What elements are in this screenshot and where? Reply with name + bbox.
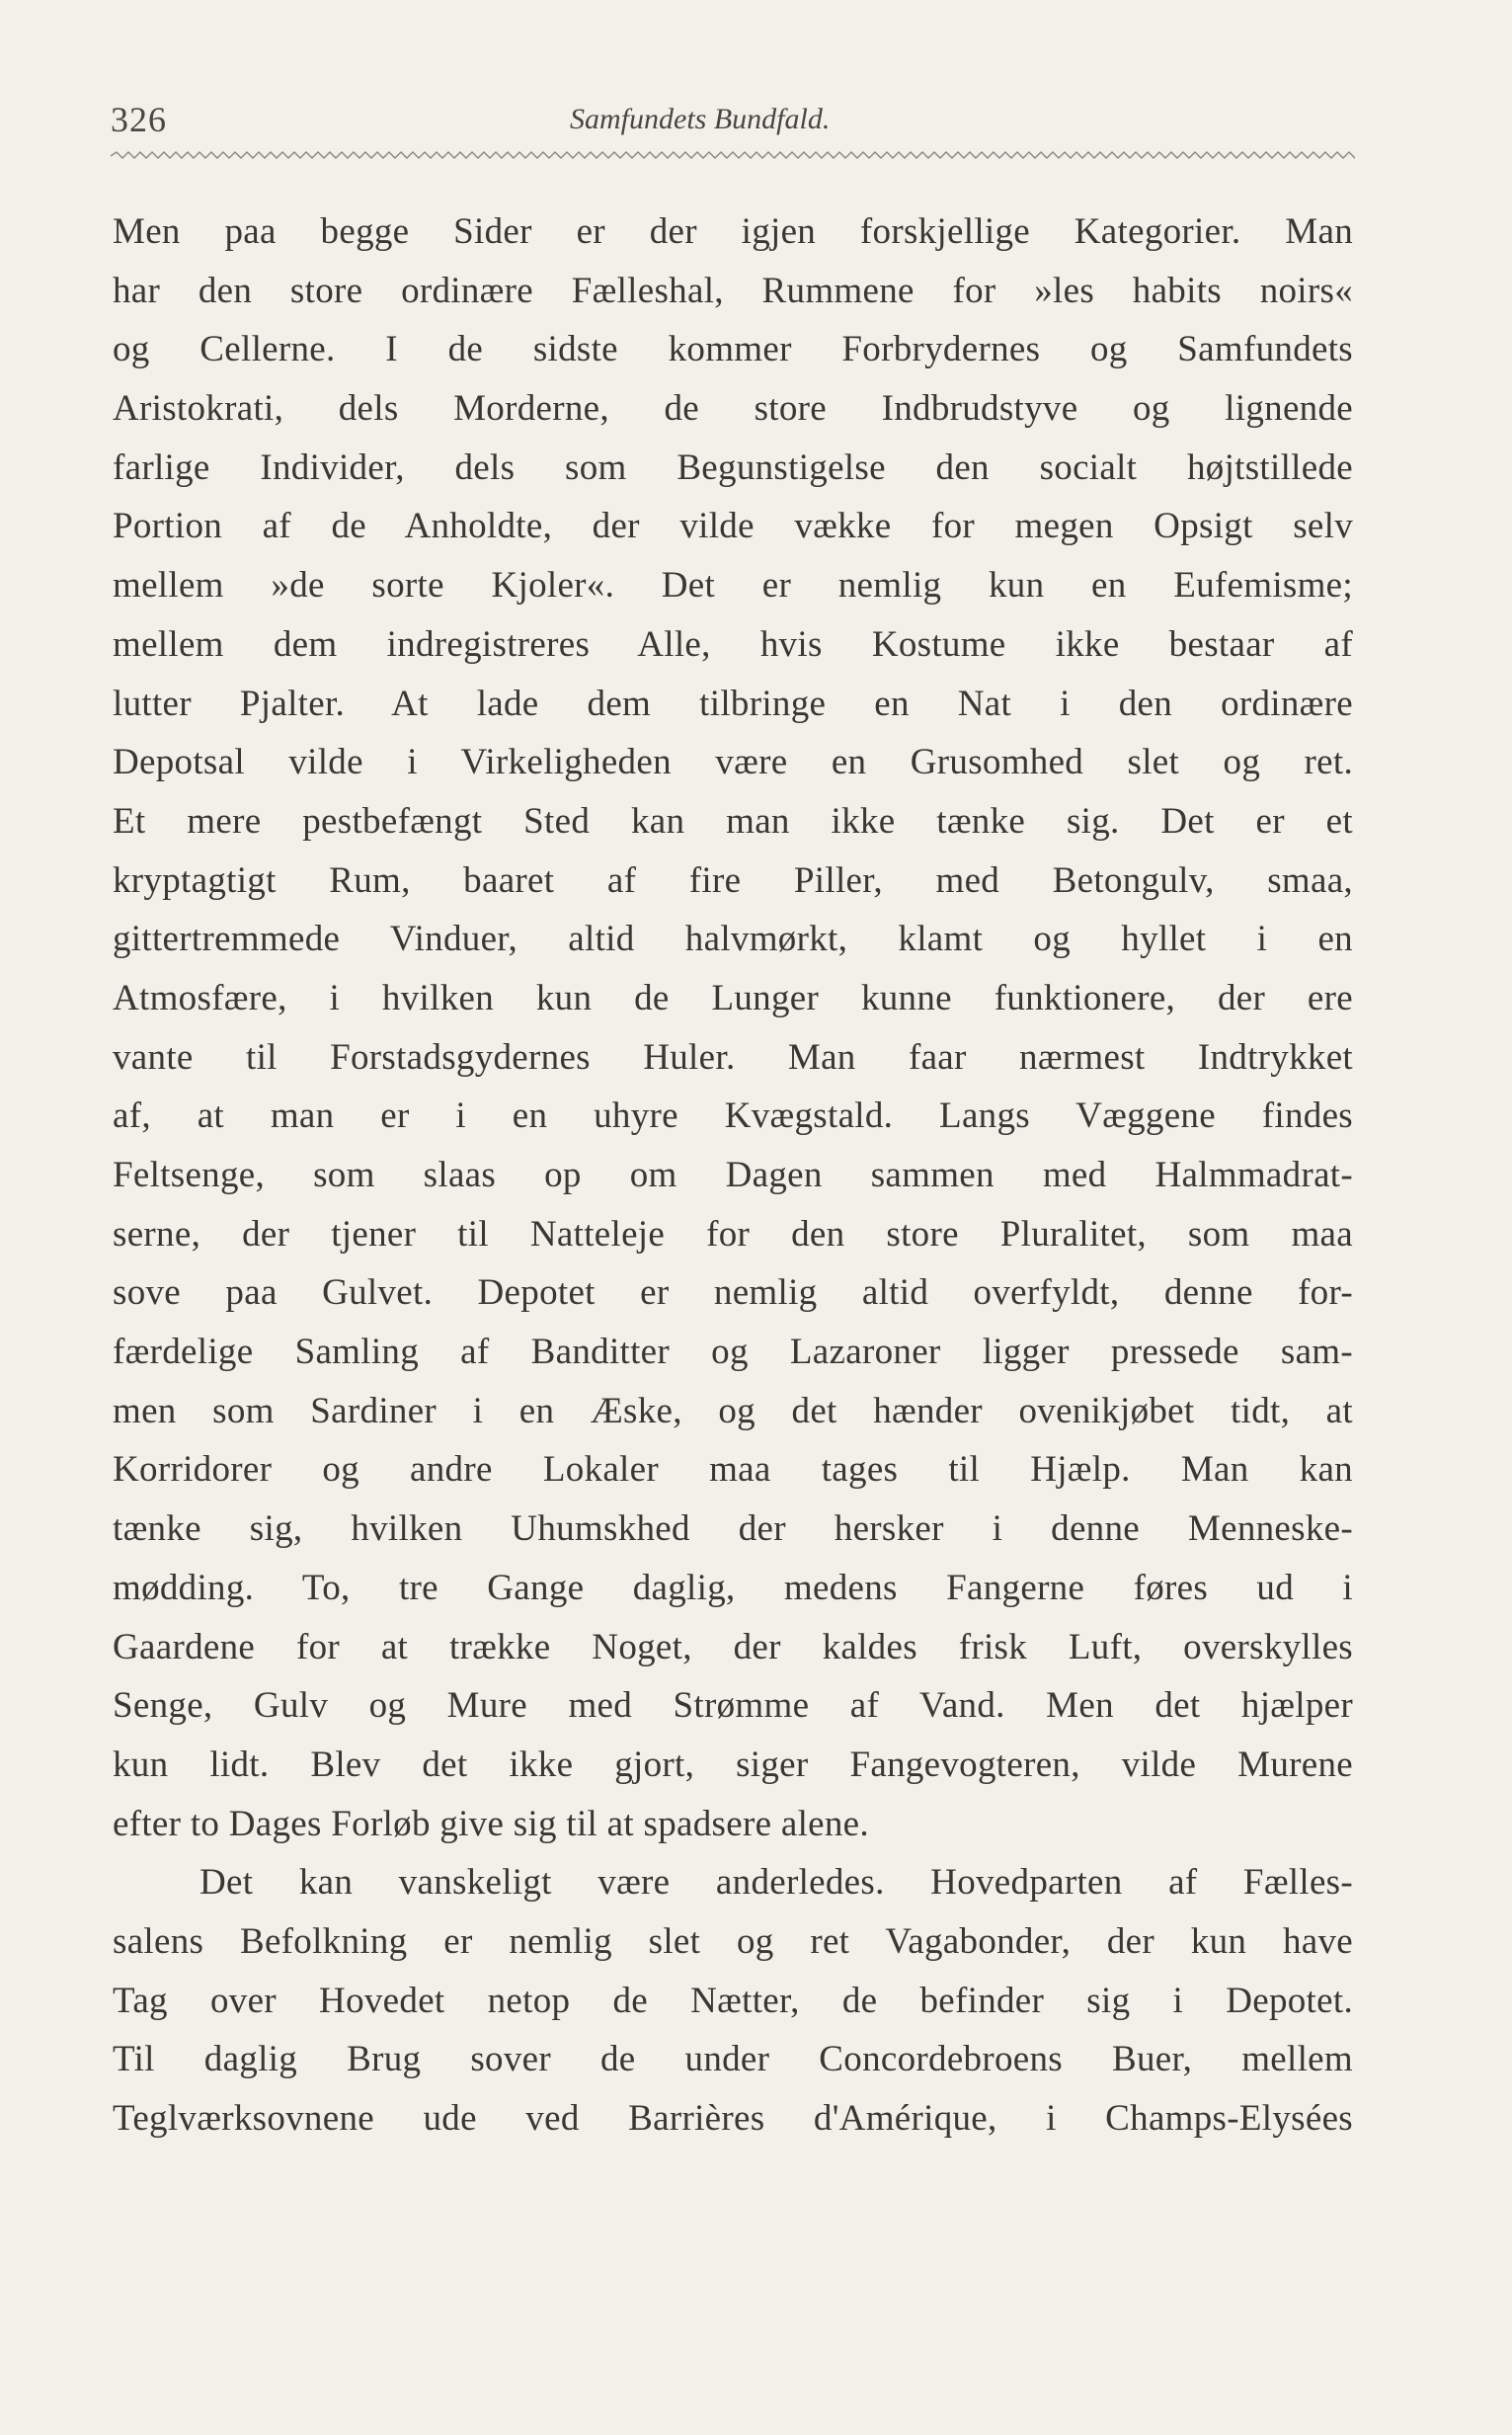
text-line: mellem »de sorte Kjoler«. Det er nemlig kun en Eufemisme;: [113, 565, 1353, 607]
text-line: kun lidt. Blev det ikke gjort, siger Fangevogteren, vilde Murene: [113, 1744, 1353, 1785]
text-line: Feltsenge, som slaas op om Dagen sammen med Halmmadrat-: [113, 1155, 1353, 1195]
text-line: vante til Forstadsgydernes Huler. Man faar nærmest Indtrykket: [113, 1036, 1353, 1078]
text-line: mødding. To, tre Gange daglig, medens Fangerne føres ud i: [113, 1567, 1353, 1608]
text-line: Atmosfære, i hvilken kun de Lunger kunne funktionere, der ere: [113, 977, 1353, 1018]
text-line: Gaardene for at trække Noget, der kaldes frisk Luft, overskylles: [113, 1626, 1353, 1667]
text-line: har den store ordinære Fælleshal, Rummene for »les habits noirs«: [113, 270, 1353, 311]
text-line: efter to Dages Forløb give sig til at spadsere alene.: [113, 1803, 869, 1844]
text-line: gittertremmede Vinduer, altid halvmørkt, klamt og hyllet i en: [113, 919, 1353, 960]
text-line: Et mere pestbefængt Sted kan man ikke tænke sig. Det er et: [113, 800, 1353, 842]
text-line: færdelige Samling af Banditter og Lazaroner ligger pressede sam-: [113, 1332, 1353, 1373]
text-line: Portion af de Anholdte, der vilde vække for megen Opsigt selv: [113, 506, 1353, 547]
text-line: Senge, Gulv og Mure med Strømme af Vand. Men det hjælper: [113, 1685, 1353, 1727]
text-line: af, at man er i en uhyre Kvægstald. Langs Væggene findes: [113, 1096, 1353, 1137]
text-line: kryptagtigt Rum, baaret af fire Piller, med Betongulv, smaa,: [113, 859, 1353, 901]
text-line: Teglværksovnene ude ved Barrières d'Amérique, i Champs-Elysées: [113, 2098, 1353, 2139]
text-line: Aristokrati, dels Morderne, de store Indbrudstyve og lignende: [113, 388, 1353, 430]
text-line: Korridorer og andre Lokaler maa tages til Hjælp. Man kan: [113, 1449, 1353, 1491]
text-line: Det kan vanskeligt være anderledes. Hovedparten af Fælles-: [199, 1862, 1353, 1904]
text-line: tænke sig, hvilken Uhumskhed der hersker i denne Menneske-: [113, 1508, 1353, 1550]
body-text: [113, 203, 1353, 2149]
decorative-header-rule: [111, 148, 1355, 162]
text-line: serne, der tjener til Natteleje for den store Pluralitet, som maa: [113, 1213, 1353, 1255]
text-line: mellem dem indregistreres Alle, hvis Kostume ikke bestaar af: [113, 623, 1353, 665]
text-line: salens Befolkning er nemlig slet og ret Vagabonder, der kun have: [113, 1920, 1353, 1962]
text-line: men som Sardiner i en Æske, og det hænder ovenikjøbet tidt, at: [113, 1390, 1353, 1431]
page-number: 326: [111, 100, 167, 139]
text-line: farlige Individer, dels som Begunstigelse den socialt højtstillede: [113, 446, 1353, 488]
running-title: Samfundets Bundfald.: [570, 103, 831, 135]
text-line: og Cellerne. I de sidste kommer Forbrydernes og Samfundets: [113, 329, 1353, 370]
text-line: Til daglig Brug sover de under Concordebroens Buer, mellem: [113, 2039, 1353, 2080]
text-line: lutter Pjalter. At lade dem tilbringe en Nat i den ordinære: [113, 683, 1353, 724]
text-line: Depotsal vilde i Virkeligheden være en Grusomhed slet og ret.: [113, 742, 1353, 783]
text-line: Men paa begge Sider er der igjen forskjellige Kategorier. Man: [113, 211, 1353, 252]
text-line: Tag over Hovedet netop de Nætter, de befinder sig i Depotet.: [113, 1980, 1353, 2021]
text-line: sove paa Gulvet. Depotet er nemlig altid overfyldt, denne for-: [113, 1272, 1353, 1314]
page-header: [111, 99, 1355, 148]
